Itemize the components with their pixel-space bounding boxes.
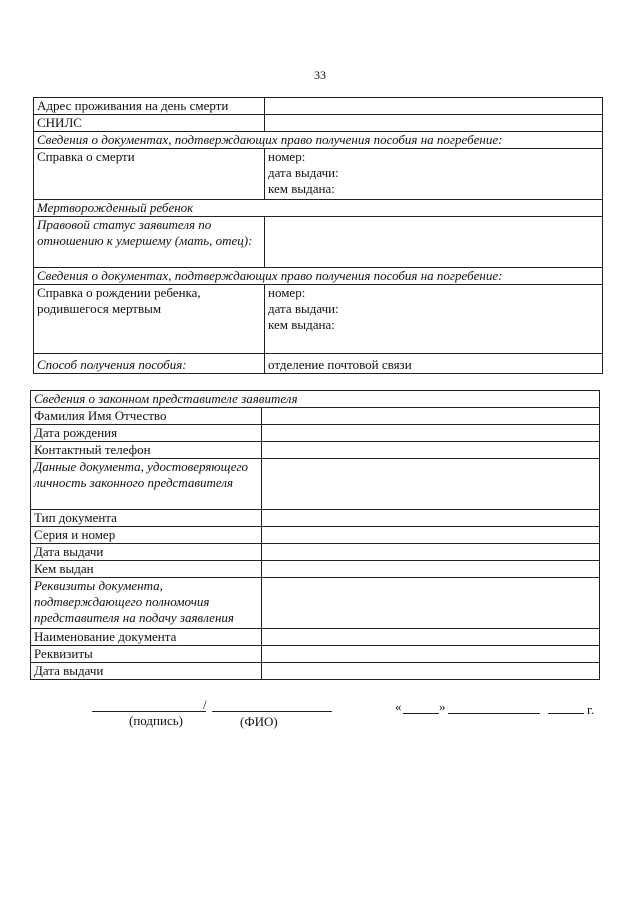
full-name-caption: (ФИО) <box>240 714 278 729</box>
rep-requisites-value[interactable] <box>262 646 600 663</box>
rep-identity-doc-value[interactable] <box>262 459 600 510</box>
rep-series-number-value[interactable] <box>262 527 600 544</box>
stillborn-docs-header: Сведения о документах, подтверждающих право получения пособия на погребение: <box>34 268 603 285</box>
rep-auth-issue-date-value[interactable] <box>262 663 600 680</box>
death-cert-details[interactable] <box>265 149 603 200</box>
address-value[interactable] <box>265 98 603 115</box>
full-name-line[interactable] <box>212 711 332 712</box>
rep-series-number-label: Серия и номер <box>31 527 262 544</box>
death-cert-number-label: номер: <box>268 149 306 164</box>
rep-doc-name-label: Наименование документа <box>31 629 262 646</box>
rep-doc-name-value[interactable] <box>262 629 600 646</box>
rep-phone-value[interactable] <box>262 442 600 459</box>
payment-method-label: Способ получения пособия: <box>34 354 265 374</box>
deceased-docs-header: Сведения о документах, подтверждающих право получения пособия на погребение: <box>34 132 603 149</box>
representative-table <box>30 390 600 680</box>
rep-doc-type-value[interactable] <box>262 510 600 527</box>
legal-status-value[interactable] <box>265 217 603 268</box>
legal-status-label: Правовой статус заявителя по отношению к умершему (мать, отец): <box>34 217 265 268</box>
birth-cert-issuer-label: кем выдана: <box>268 317 335 332</box>
rep-birth-date-label: Дата рождения <box>31 425 262 442</box>
rep-issued-by-label: Кем выдан <box>31 561 262 578</box>
payment-method-value[interactable]: отделение почтовой связи <box>265 354 603 374</box>
birth-cert-details[interactable] <box>265 285 603 354</box>
rep-authority-doc-value[interactable] <box>262 578 600 629</box>
death-cert-label: Справка о смерти <box>34 149 265 200</box>
rep-authority-doc-label: Реквизиты документа, подтверждающего полномочия представителя на подачу заявления <box>31 578 262 629</box>
rep-full-name-value[interactable] <box>262 408 600 425</box>
rep-identity-doc-label: Данные документа, удостоверяющего личность законного представителя <box>31 459 262 510</box>
signature-slash: / <box>203 697 207 712</box>
stillborn-header: Мертворожденный ребенок <box>34 200 603 217</box>
date-year-line[interactable] <box>548 713 584 714</box>
date-day-line[interactable] <box>403 713 439 714</box>
snils-value[interactable] <box>265 115 603 132</box>
snils-label: СНИЛС <box>34 115 265 132</box>
representative-header: Сведения о законном представителе заявителя <box>31 391 600 408</box>
signature-line[interactable] <box>92 711 206 712</box>
page-number: 33 <box>314 68 326 82</box>
death-cert-date-label: дата выдачи: <box>268 165 339 180</box>
rep-full-name-label: Фамилия Имя Отчество <box>31 408 262 425</box>
year-suffix: г. <box>587 702 595 717</box>
rep-birth-date-value[interactable] <box>262 425 600 442</box>
date-quote-close: » <box>439 699 446 714</box>
birth-cert-date-label: дата выдачи: <box>268 301 339 316</box>
birth-cert-number-label: номер: <box>268 285 306 300</box>
address-label: Адрес проживания на день смерти <box>34 98 265 115</box>
birth-cert-label: Справка о рождении ребенка, родившегося мертвым <box>34 285 265 354</box>
deceased-stillborn-table <box>33 97 603 374</box>
date-quote-open: « <box>395 699 402 714</box>
rep-requisites-label: Реквизиты <box>31 646 262 663</box>
rep-issued-by-value[interactable] <box>262 561 600 578</box>
rep-auth-issue-date-label: Дата выдачи <box>31 663 262 680</box>
rep-doc-type-label: Тип документа <box>31 510 262 527</box>
rep-issue-date-value[interactable] <box>262 544 600 561</box>
date-month-line[interactable] <box>448 713 540 714</box>
rep-phone-label: Контактный телефон <box>31 442 262 459</box>
signature-caption: (подпись) <box>129 713 183 728</box>
death-cert-issuer-label: кем выдана: <box>268 181 335 196</box>
rep-issue-date-label: Дата выдачи <box>31 544 262 561</box>
